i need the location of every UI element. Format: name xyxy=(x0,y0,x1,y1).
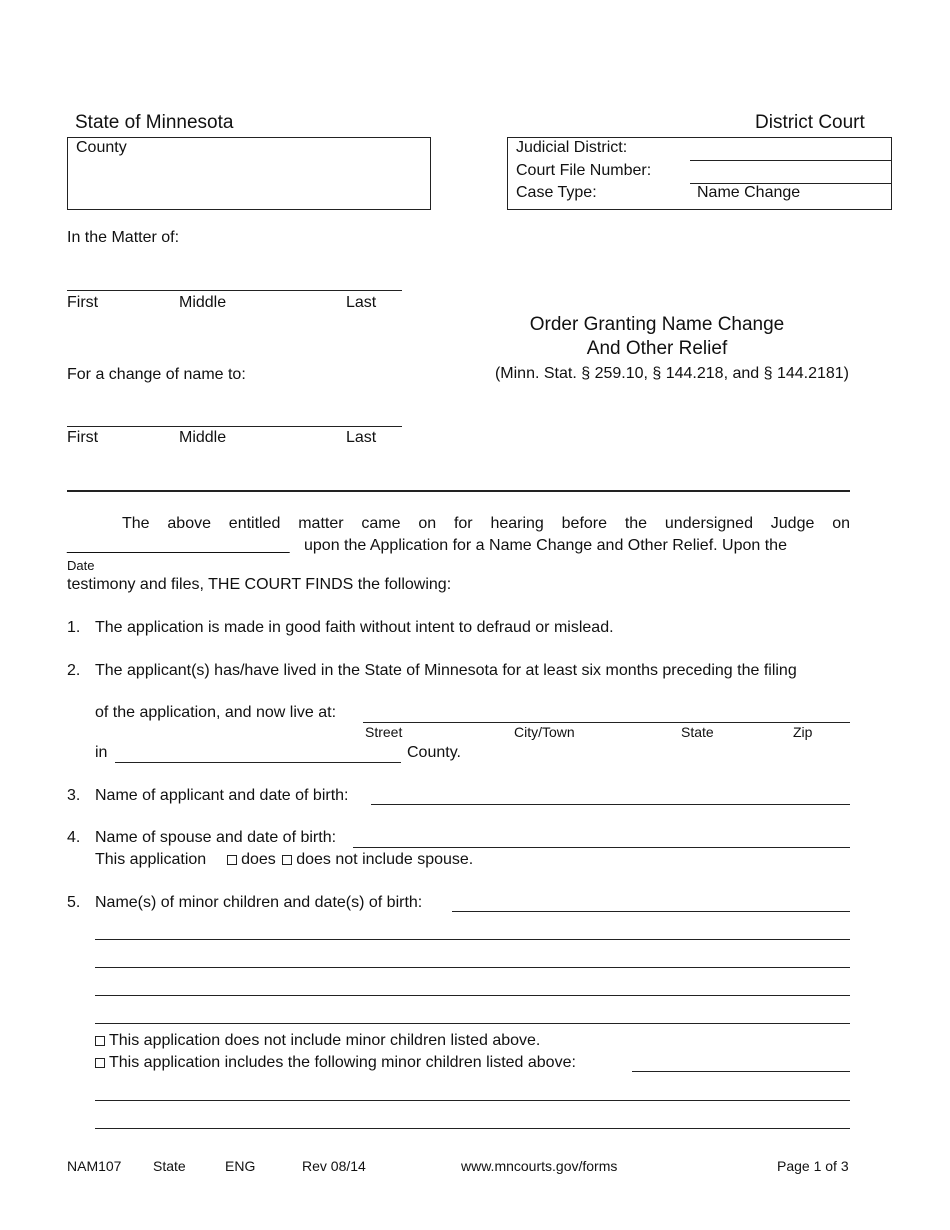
no-children-label: This application does not include minor children listed above. xyxy=(109,1032,541,1049)
order-title-line1: Order Granting Name Change xyxy=(529,314,785,335)
footer-state: State xyxy=(153,1158,186,1174)
street-label: Street xyxy=(365,724,403,740)
included-children-field[interactable] xyxy=(95,1100,850,1101)
no-children-checkbox[interactable] xyxy=(95,1036,105,1046)
spouse-name-dob-field[interactable] xyxy=(353,847,850,848)
date-label: Date xyxy=(67,558,95,573)
middle-label: Middle xyxy=(179,294,227,311)
intro-line2: upon the Application for a Name Change and Other Relief. Upon the xyxy=(304,537,787,554)
county-suffix: County. xyxy=(407,744,461,761)
does-checkbox[interactable] xyxy=(227,855,237,865)
finding-text: Name(s) of minor children and date(s) of birth: xyxy=(95,894,423,911)
finding-number: 2. xyxy=(67,662,81,679)
city-label: City/Town xyxy=(514,724,575,740)
finding-number: 1. xyxy=(67,619,81,636)
state-label: State xyxy=(681,724,714,740)
spouse-option-row xyxy=(95,851,473,869)
judicial-district-field[interactable] xyxy=(690,160,892,161)
statute-reference: (Minn. Stat. § 259.10, § 144.218, and § 144.2181) xyxy=(494,365,850,382)
last-label: Last xyxy=(346,429,377,446)
children-field[interactable] xyxy=(95,967,850,968)
does-label: does xyxy=(241,851,276,868)
children-option-2 xyxy=(95,1054,576,1072)
change-to-label: For a change of name to: xyxy=(67,366,246,383)
footer-language: ENG xyxy=(225,1158,256,1174)
included-children-field[interactable] xyxy=(632,1071,850,1072)
court-finds-label: THE COURT FINDS xyxy=(208,576,354,593)
applicant-name-dob-field[interactable] xyxy=(371,804,850,805)
case-info-box xyxy=(507,137,892,210)
finding-text: The application is made in good faith without intent to defraud or mislead. xyxy=(95,619,614,636)
county-field[interactable] xyxy=(115,762,401,763)
children-field[interactable] xyxy=(452,911,850,912)
finding-number: 5. xyxy=(67,894,81,911)
finding-number: 3. xyxy=(67,787,81,804)
judicial-district-label: Judicial District: xyxy=(516,139,628,156)
state-title: State of Minnesota xyxy=(75,112,234,133)
middle-label: Middle xyxy=(179,429,227,446)
includes-children-checkbox[interactable] xyxy=(95,1058,105,1068)
does-not-label: does not include spouse. xyxy=(296,851,474,868)
new-name-field[interactable] xyxy=(67,426,402,427)
page-number: Page 1 of 3 xyxy=(777,1158,849,1174)
case-type-value: Name Change xyxy=(697,184,801,201)
forms-url[interactable]: www.mncourts.gov/forms xyxy=(461,1158,618,1174)
section-divider xyxy=(67,490,850,492)
intro-line1: The above entitled matter came on for hearing before the undersigned Judge on xyxy=(122,515,850,532)
includes-children-label: This application includes the following minor children listed above: xyxy=(109,1054,576,1071)
address-field[interactable] xyxy=(363,722,850,723)
first-label: First xyxy=(67,294,99,311)
court-file-label: Court File Number: xyxy=(516,162,652,179)
hearing-date-field[interactable]: _________________________ xyxy=(67,537,290,554)
county-box[interactable] xyxy=(67,137,431,210)
county-label: County xyxy=(76,139,127,156)
finding-text: The applicant(s) has/have lived in the State of Minnesota for at least six months preceding the filing xyxy=(95,662,797,679)
in-matter-label: In the Matter of: xyxy=(67,229,180,246)
children-field[interactable] xyxy=(95,939,850,940)
revision: Rev 08/14 xyxy=(302,1158,366,1174)
children-field[interactable] xyxy=(95,1023,850,1024)
included-children-field[interactable] xyxy=(95,1128,850,1129)
finding-text: Name of applicant and date of birth: xyxy=(95,787,349,804)
children-option-1 xyxy=(95,1032,540,1050)
finding-number: 4. xyxy=(67,829,81,846)
intro-line3 xyxy=(67,576,451,594)
order-title-line2: And Other Relief xyxy=(586,338,728,359)
finding-text: Name of spouse and date of birth: xyxy=(95,829,337,846)
does-not-checkbox[interactable] xyxy=(282,855,292,865)
zip-label: Zip xyxy=(793,724,813,740)
this-application-label: This application xyxy=(95,851,207,868)
case-type-label: Case Type: xyxy=(516,184,597,201)
intro-line3-post: the following: xyxy=(353,576,452,593)
intro-line3-pre: testimony and files, xyxy=(67,576,209,593)
form-id: NAM107 xyxy=(67,1158,122,1174)
court-title: District Court xyxy=(755,112,865,133)
current-name-field[interactable] xyxy=(67,290,402,291)
last-label: Last xyxy=(346,294,377,311)
in-label: in xyxy=(95,744,108,761)
children-field[interactable] xyxy=(95,995,850,996)
address-label: of the application, and now live at: xyxy=(95,704,337,721)
first-label: First xyxy=(67,429,99,446)
